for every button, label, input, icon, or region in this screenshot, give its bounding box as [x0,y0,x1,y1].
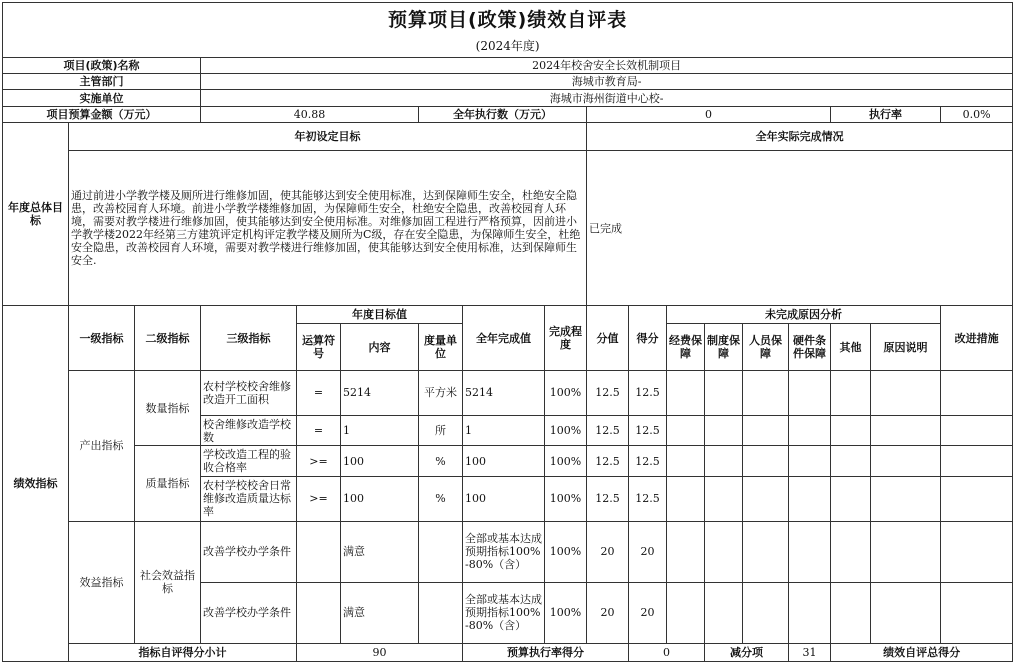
budget-value: 40.88 [201,106,419,122]
group-quality: 质量指标 [135,446,201,521]
indicator-score: 12.5 [587,415,629,446]
reason-cell [871,476,941,521]
reason-cell [705,446,743,477]
reason-cell [705,521,743,582]
indicator-name: 农村学校校舍日常维修改造质量达标率 [201,476,297,521]
exec-label: 全年执行数（万元） [419,106,587,122]
reason-cell [743,582,789,643]
header-r4: 硬件条件保障 [789,324,831,371]
indicator-unit: 所 [419,415,463,446]
exec-value: 0 [587,106,831,122]
indicator-name: 改善学校办学条件 [201,521,297,582]
indicator-got: 12.5 [629,446,667,477]
indicator-content: 100 [341,446,419,477]
total-score-label: 绩效自评总得分 [831,643,1013,661]
reason-cell [667,521,705,582]
indicator-degree: 100% [545,582,587,643]
reason-cell [789,521,831,582]
header-l3: 三级指标 [201,306,297,371]
header-r1: 经费保障 [667,324,705,371]
measures-cell [941,582,1013,643]
indicator-name: 校舍维修改造学校数 [201,415,297,446]
header-op: 运算符号 [297,324,341,371]
indicator-unit: % [419,476,463,521]
performance-evaluation-table [2,2,1013,662]
deduct-value: 31 [789,643,831,661]
perf-indicator-label: 绩效指标 [3,306,69,662]
indicator-got: 12.5 [629,371,667,416]
header-target-group: 年度目标值 [297,306,463,324]
group-quantity: 数量指标 [135,371,201,446]
page-title: 预算项目(政策)绩效自评表 [3,3,1013,38]
reason-cell [667,415,705,446]
measures-cell [941,415,1013,446]
indicator-degree: 100% [545,415,587,446]
indicator-unit [419,582,463,643]
deduct-label: 减分项 [705,643,789,661]
indicator-got: 20 [629,582,667,643]
reason-cell [743,521,789,582]
dept-value: 海城市教育局- [201,74,1013,90]
reason-cell [871,446,941,477]
indicator-done: 100 [463,476,545,521]
indicator-name: 农村学校校舍维修改造开工面积 [201,371,297,416]
indicator-done: 1 [463,415,545,446]
reason-cell [831,415,871,446]
indicator-op [297,582,341,643]
actual-completion-header: 全年实际完成情况 [587,122,1013,150]
indicator-done: 100 [463,446,545,477]
indicator-done: 5214 [463,371,545,416]
header-content: 内容 [341,324,419,371]
indicator-got: 20 [629,521,667,582]
indicator-unit [419,521,463,582]
initial-goal-header: 年初设定目标 [69,122,587,150]
budget-rate-score-label: 预算执行率得分 [463,643,629,661]
initial-goal-text: 通过前进小学教学楼及厕所进行维修加固，使其能够达到安全使用标准，达到保障师生安全，杜绝安全隐患，改善校园育人环境。前进小学教学楼维修加固，为保障师生安全，杜绝安全隐患，改善校园育人环境，需要对教学楼进行维修加固，使其能够达到安全使用标准。对维修加固工程进行严格预算，因前进小学教学楼2022年经第三方建筑评定机构评定教学楼及厕所为C级，存在安全隐患，为保障师生安全，杜绝安全隐患，改善校园育人环境，需要对教学楼进行维修加固，使其能够达到安全使用标准，达到保障师生安全. [69,151,587,306]
indicator-content: 5214 [341,371,419,416]
header-r5: 其他 [831,324,871,371]
actual-completion-text: 已完成 [587,151,1013,306]
indicator-done: 全部或基本达成预期指标100%-80%（含） [463,582,545,643]
reason-cell [667,582,705,643]
header-r3: 人员保障 [743,324,789,371]
indicator-unit: % [419,446,463,477]
header-reason-group: 未完成原因分析 [667,306,941,324]
indicator-score: 12.5 [587,476,629,521]
exec-rate-value: 0.0% [941,106,1013,122]
group-output: 产出指标 [69,371,135,521]
measures-cell [941,476,1013,521]
indicator-name: 改善学校办学条件 [201,582,297,643]
reason-cell [831,371,871,416]
project-name-label: 项目(政策)名称 [3,57,201,73]
header-got: 得分 [629,306,667,371]
header-unit: 度量单位 [419,324,463,371]
reason-cell [789,371,831,416]
indicator-op: = [297,415,341,446]
indicator-score: 20 [587,521,629,582]
indicator-done: 全部或基本达成预期指标100%-80%（含） [463,521,545,582]
year-subtitle: (2024年度) [3,37,1013,57]
indicator-degree: 100% [545,371,587,416]
indicator-op: >= [297,446,341,477]
indicator-score: 12.5 [587,371,629,416]
indicator-content: 100 [341,476,419,521]
reason-cell [831,446,871,477]
reason-cell [831,521,871,582]
group-benefit: 效益指标 [69,521,135,643]
exec-rate-label: 执行率 [831,106,941,122]
indicator-content: 1 [341,415,419,446]
indicator-unit: 平方米 [419,371,463,416]
reason-cell [705,415,743,446]
budget-label: 项目预算金额（万元） [3,106,201,122]
reason-cell [667,476,705,521]
annual-goal-label: 年度总体目标 [3,122,69,305]
measures-cell [941,521,1013,582]
reason-cell [789,415,831,446]
header-l2: 二级指标 [135,306,201,371]
reason-cell [743,476,789,521]
header-score: 分值 [587,306,629,371]
reason-cell [871,582,941,643]
header-r2: 制度保障 [705,324,743,371]
header-measures: 改进措施 [941,306,1013,371]
header-r6: 原因说明 [871,324,941,371]
reason-cell [789,476,831,521]
indicator-op [297,521,341,582]
indicator-content: 满意 [341,521,419,582]
reason-cell [789,446,831,477]
subtotal-label: 指标自评得分小计 [69,643,297,661]
reason-cell [667,371,705,416]
indicator-degree: 100% [545,476,587,521]
reason-cell [789,582,831,643]
reason-cell [667,446,705,477]
measures-cell [941,371,1013,416]
indicator-score: 20 [587,582,629,643]
indicator-got: 12.5 [629,476,667,521]
unit-value: 海城市海州街道中心校- [201,90,1013,106]
reason-cell [743,446,789,477]
indicator-degree: 100% [545,521,587,582]
header-done: 全年完成值 [463,306,545,371]
subtotal-value: 90 [297,643,463,661]
indicator-degree: 100% [545,446,587,477]
unit-label: 实施单位 [3,90,201,106]
dept-label: 主管部门 [3,74,201,90]
reason-cell [743,415,789,446]
indicator-name: 学校改造工程的验收合格率 [201,446,297,477]
reason-cell [705,476,743,521]
indicator-op: >= [297,476,341,521]
reason-cell [871,371,941,416]
indicator-score: 12.5 [587,446,629,477]
reason-cell [743,371,789,416]
indicator-got: 12.5 [629,415,667,446]
reason-cell [871,521,941,582]
header-degree: 完成程度 [545,306,587,371]
reason-cell [871,415,941,446]
group-social: 社会效益指标 [135,521,201,643]
reason-cell [705,582,743,643]
header-l1: 一级指标 [69,306,135,371]
reason-cell [831,476,871,521]
project-name-value: 2024年校舍安全长效机制项目 [201,57,1013,73]
budget-rate-score-value: 0 [629,643,705,661]
reason-cell [705,371,743,416]
indicator-op: = [297,371,341,416]
reason-cell [831,582,871,643]
measures-cell [941,446,1013,477]
indicator-content: 满意 [341,582,419,643]
